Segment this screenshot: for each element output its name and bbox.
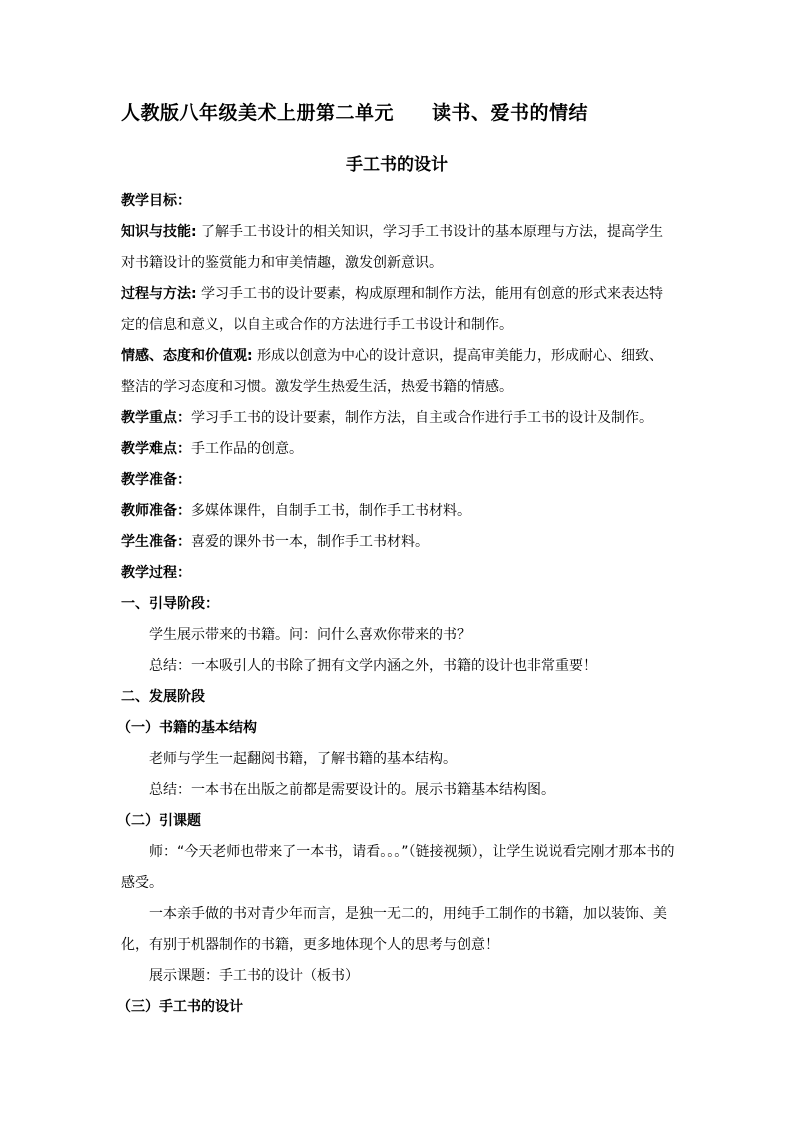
key-point: 教学重点：学习手工书的设计要素，制作方法，自主或合作进行手工书的设计及制作。 bbox=[121, 410, 653, 426]
objective-text: 形成以创意为中心的设计意识，提高审美能力，形成耐心、细致、整洁的学习态度和习惯。激发学生热爱生活，热爱书籍的情感。 bbox=[121, 348, 664, 395]
objective-attitude bbox=[121, 341, 677, 403]
section-heading: （一）书籍的基本结构 bbox=[117, 720, 257, 736]
objectives-heading: 教学目标： bbox=[121, 193, 191, 209]
section-line: 老师与学生一起翻阅书籍，了解书籍的基本结构。 bbox=[149, 751, 457, 767]
lesson-subtitle: 手工书的设计 bbox=[346, 155, 448, 175]
section-heading: （二）引课题 bbox=[117, 813, 201, 829]
document-title bbox=[121, 98, 588, 125]
section-line: 展示课题：手工书的设计（板书） bbox=[149, 968, 359, 984]
student-prep: 学生准备：喜爱的课外书一本，制作手工书材料。 bbox=[121, 534, 429, 550]
preparation-heading: 教学准备： bbox=[121, 472, 191, 488]
objective-knowledge bbox=[121, 217, 677, 279]
stage1-heading: 一、引导阶段： bbox=[121, 596, 219, 612]
objective-text: 了解手工书设计的相关知识，学习手工书设计的基本原理与方法，提高学生对书籍设计的鉴赏能力和审美情趣，激发创新意识。 bbox=[121, 224, 664, 271]
objective-process bbox=[121, 279, 677, 341]
title-theme: 读书、爱书的情结 bbox=[432, 102, 589, 124]
objective-text: 学习手工书的设计要素，构成原理和制作方法，能用有创意的形式来表达特定的信息和意义，以自主或合作的方法进行手工书设计和制作。 bbox=[121, 286, 664, 333]
objective-label: 知识与技能: bbox=[121, 224, 197, 240]
stage1-line: 总结：一本吸引人的书除了拥有文学内涵之外，书籍的设计也非常重要！ bbox=[149, 658, 597, 674]
objective-label: 情感、态度和价值观: bbox=[121, 348, 253, 364]
section-line: 一本亲手做的书对青少年而言，是独一无二的，用纯手工制作的书籍，加以装饰、美化，有别于机器制作的书籍，更多地体现个人的思考与创意！ bbox=[121, 906, 667, 953]
process-heading: 教学过程： bbox=[121, 565, 191, 581]
stage1-line: 学生展示带来的书籍。问：问什么喜欢你带来的书？ bbox=[149, 627, 471, 643]
section-line: 师：“今天老师也带来了一本书，请看。。。”（链接视频），让学生说说看完刚才那本书的感受。 bbox=[121, 844, 675, 891]
document-body bbox=[117, 186, 677, 1023]
objective-label: 过程与方法: bbox=[121, 286, 197, 302]
section-line: 总结：一本书在出版之前都是需要设计的。展示书籍基本结构图。 bbox=[149, 782, 555, 798]
section-heading: （三）手工书的设计 bbox=[117, 999, 243, 1015]
teacher-prep: 教师准备：多媒体课件，自制手工书，制作手工书材料。 bbox=[121, 503, 471, 519]
stage2-heading: 二、发展阶段 bbox=[121, 689, 205, 705]
difficulty: 教学难点：手工作品的创意。 bbox=[121, 441, 303, 457]
title-unit: 人教版八年级美术上册第二单元 bbox=[121, 102, 395, 124]
